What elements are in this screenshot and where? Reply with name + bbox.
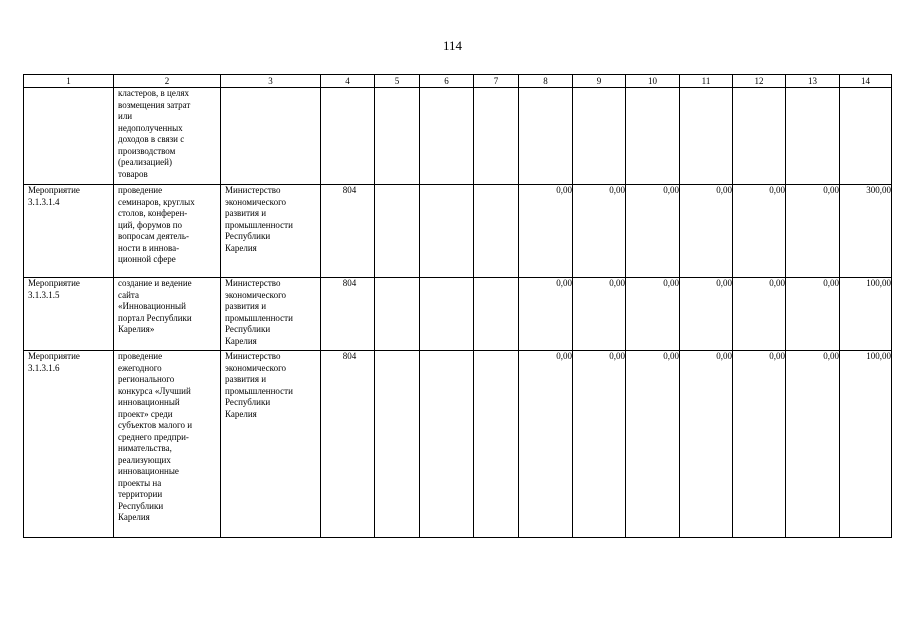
event-id-cell: Мероприятие 3.1.3.1.5 [24,278,114,351]
event-description-cell: кластеров, в целях возмещения затрат или недополученных доходов в связи с производством (реализацией) товаров [114,88,221,185]
code-cell: 804 [321,351,375,538]
code-cell: 804 [321,278,375,351]
col-header-7: 7 [474,75,519,88]
value-cell-col13: 0,00 [786,185,840,278]
executor-cell: Министерство экономического развития и промышленности Республики Карелия [221,278,321,351]
value-cell-col12 [733,88,786,185]
col-header-2: 2 [114,75,221,88]
value-cell-col14: 100,00 [840,278,892,351]
value-cell-col10: 0,00 [626,185,680,278]
value-cell-col13 [786,88,840,185]
col-header-12: 12 [733,75,786,88]
cell-col7 [474,88,519,185]
cell-col6 [420,351,474,538]
value-cell-col10: 0,00 [626,278,680,351]
col-header-9: 9 [573,75,626,88]
value-cell-col10 [626,88,680,185]
event-id-cell [24,88,114,185]
code-cell: 804 [321,185,375,278]
value-cell-col11 [680,88,733,185]
value-cell-col13: 0,00 [786,351,840,538]
cell-col7 [474,278,519,351]
value-cell-col12: 0,00 [733,185,786,278]
col-header-14: 14 [840,75,892,88]
event-description-cell: проведение семинаров, круглых столов, конферен- ций, форумов по вопросам деятель- ности в иннова- ционной сфере [114,185,221,278]
value-cell-col9: 0,00 [573,351,626,538]
col-header-4: 4 [321,75,375,88]
cell-col5 [375,351,420,538]
table-row [24,185,892,278]
event-id-cell: Мероприятие 3.1.3.1.4 [24,185,114,278]
value-cell-col13: 0,00 [786,278,840,351]
executor-cell [221,88,321,185]
cell-col6 [420,185,474,278]
value-cell-col11: 0,00 [680,278,733,351]
value-cell-col14 [840,88,892,185]
value-cell-col8: 0,00 [519,351,573,538]
value-cell-col9 [573,88,626,185]
value-cell-col8: 0,00 [519,278,573,351]
cell-col6 [420,278,474,351]
cell-col5 [375,185,420,278]
value-cell-col8: 0,00 [519,185,573,278]
value-cell-col9: 0,00 [573,278,626,351]
executor-cell: Министерство экономического развития и промышленности Республики Карелия [221,351,321,538]
event-description-cell: проведение ежегодного регионального конкурса «Лучший инновационный проект» среди субъектов малого и среднего предпри- нимательства, реализующих инновационные проекты на территории Республики Карелия [114,351,221,538]
value-cell-col10: 0,00 [626,351,680,538]
cell-col5 [375,88,420,185]
page-number: 114 [442,38,463,53]
cell-col7 [474,351,519,538]
event-id-cell: Мероприятие 3.1.3.1.6 [24,351,114,538]
value-cell-col11: 0,00 [680,351,733,538]
executor-cell: Министерство экономического развития и промышленности Республики Карелия [221,185,321,278]
col-header-13: 13 [786,75,840,88]
col-header-6: 6 [420,75,474,88]
col-header-1: 1 [24,75,114,88]
code-cell [321,88,375,185]
table-row [24,88,892,185]
value-cell-col9: 0,00 [573,185,626,278]
value-cell-col14: 300,00 [840,185,892,278]
col-header-8: 8 [519,75,573,88]
col-header-5: 5 [375,75,420,88]
value-cell-col11: 0,00 [680,185,733,278]
value-cell-col12: 0,00 [733,278,786,351]
event-description-cell: создание и ведение сайта «Инновационный портал Республики Карелия» [114,278,221,351]
value-cell-col14: 100,00 [840,351,892,538]
value-cell-col8 [519,88,573,185]
program-table [23,74,892,538]
col-header-10: 10 [626,75,680,88]
cell-col5 [375,278,420,351]
column-number-row [24,75,892,88]
col-header-3: 3 [221,75,321,88]
table-row [24,278,892,351]
table-row [24,351,892,538]
value-cell-col12: 0,00 [733,351,786,538]
cell-col6 [420,88,474,185]
cell-col7 [474,185,519,278]
col-header-11: 11 [680,75,733,88]
